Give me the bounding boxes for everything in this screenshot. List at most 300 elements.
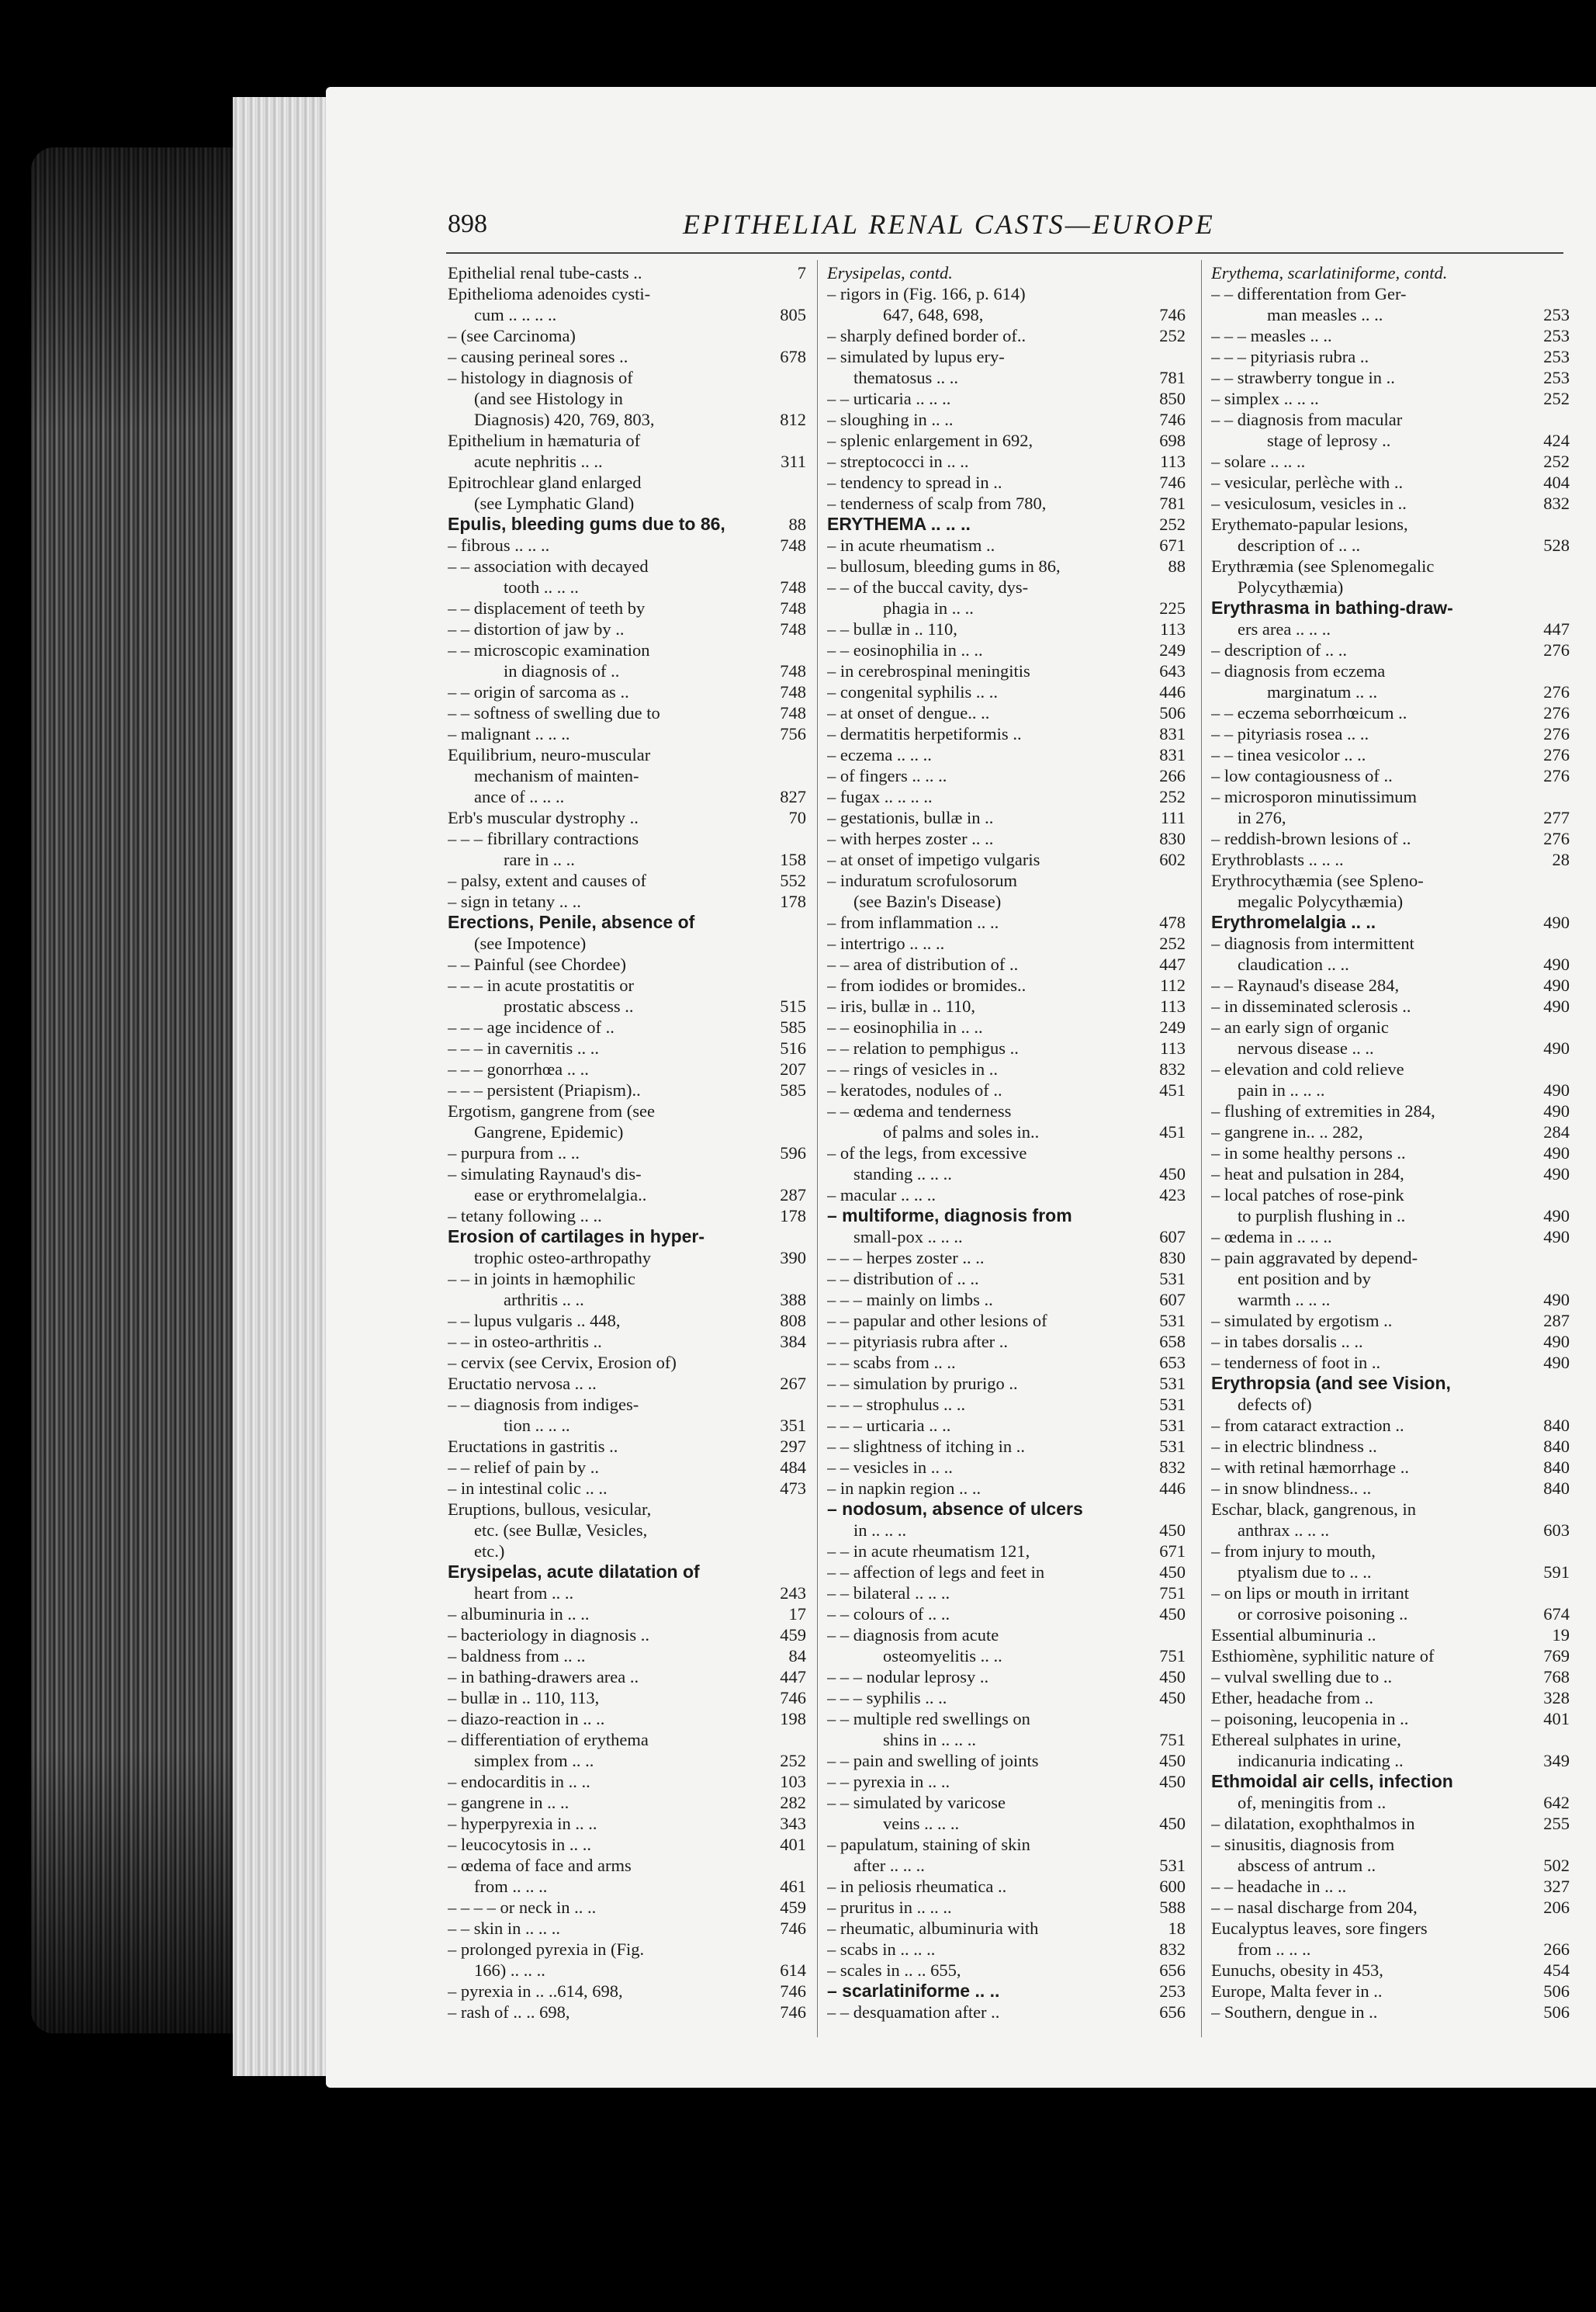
- index-entry-pages: 111: [1160, 808, 1186, 827]
- index-entry-text: – sloughing in .. ..: [827, 410, 954, 429]
- index-entry: [448, 1960, 806, 1981]
- index-entry-text: – – in osteo-arthritis ..: [448, 1332, 602, 1351]
- index-entry-text: – – association with decayed: [448, 556, 649, 576]
- index-entry-pages: 253: [1543, 305, 1570, 324]
- index-entry: [1211, 619, 1570, 640]
- index-entry-text: – – – nodular leprosy ..: [827, 1667, 989, 1686]
- index-entry-text: – simulating Raynaud's dis-: [448, 1164, 642, 1184]
- index-entry-text: ERYTHEMA .. .. ..: [827, 514, 971, 534]
- index-entry: [448, 640, 806, 660]
- index-entry-text: tooth .. .. ..: [504, 577, 579, 597]
- index-entry-text: – sinusitis, diagnosis from: [1211, 1835, 1395, 1854]
- index-entry-pages: 253: [1543, 326, 1570, 345]
- index-entry-pages: 748: [780, 598, 806, 618]
- index-entry-text: – hyperpyrexia in .. ..: [448, 1814, 597, 1833]
- index-entry-text: – – – in acute prostatitis or: [448, 976, 634, 995]
- index-entry-text: – – papular and other lesions of: [827, 1311, 1047, 1330]
- index-entry-pages: 327: [1543, 1877, 1570, 1896]
- index-entry-pages: 84: [788, 1646, 806, 1666]
- index-entry: [448, 1163, 806, 1184]
- index-entry-pages: 276: [1543, 745, 1570, 764]
- index-entry-pages: 490: [1543, 1038, 1570, 1058]
- index-entry: [827, 1352, 1186, 1373]
- index-entry: [827, 577, 1186, 598]
- index-entry-text: Erythrasma in bathing-draw-: [1211, 598, 1453, 618]
- index-entry: [448, 849, 806, 870]
- index-entry-text: – – relief of pain by ..: [448, 1458, 599, 1477]
- index-entry-text: Erythema, scarlatiniforme, contd.: [1211, 263, 1448, 283]
- index-entry: [1211, 891, 1570, 912]
- index-entry-pages: 28: [1552, 850, 1570, 869]
- index-entry-pages: 401: [1543, 1709, 1570, 1728]
- index-entry: [448, 1184, 806, 1205]
- index-entry: [827, 996, 1186, 1017]
- index-entry-pages: 287: [780, 1185, 806, 1205]
- index-entry-text: – in electric blindness ..: [1211, 1437, 1377, 1456]
- index-entry-pages: 18: [1168, 1919, 1186, 1938]
- index-entry-text: – – skin in .. .. ..: [448, 1919, 561, 1938]
- index-entry: [448, 1687, 806, 1708]
- index-entry-text: – – colours of .. ..: [827, 1604, 950, 1624]
- index-entry: [827, 1603, 1186, 1624]
- index-entry-text: – – – age incidence of ..: [448, 1017, 615, 1037]
- index-entry-text: – rigors in (Fig. 166, p. 614): [827, 284, 1026, 303]
- index-entry-text: nervous disease .. ..: [1238, 1038, 1374, 1058]
- index-entry-pages: 447: [1159, 955, 1186, 974]
- index-entry-text: Ergotism, gangrene from (see: [448, 1101, 656, 1121]
- index-entry-text: Erythropsia (and see Vision,: [1211, 1373, 1451, 1393]
- index-entry: [1211, 283, 1570, 304]
- index-entry-text: – multiforme, diagnosis from: [827, 1205, 1072, 1225]
- index-entry-pages: 748: [780, 682, 806, 702]
- index-entry: [827, 472, 1186, 493]
- index-entry-text: or corrosive poisoning ..: [1238, 1604, 1408, 1624]
- index-entry: [448, 1352, 806, 1373]
- index-entry: [827, 1666, 1186, 1687]
- index-entry-pages: 531: [1159, 1311, 1186, 1330]
- index-entry-pages: 287: [1543, 1311, 1570, 1330]
- index-entry: [448, 451, 806, 472]
- index-entry-pages: 490: [1543, 1332, 1570, 1351]
- index-entry-text: – diazo-reaction in .. ..: [448, 1709, 605, 1728]
- index-entry: [1211, 1750, 1570, 1771]
- index-entry-text: – in peliosis rheumatica ..: [827, 1877, 1007, 1896]
- page-number: 898: [448, 210, 487, 238]
- index-entry-pages: 252: [1159, 787, 1186, 806]
- index-entry-pages: 70: [788, 808, 806, 827]
- index-entry: [448, 1499, 806, 1520]
- index-entry-text: – – – herpes zoster .. ..: [827, 1248, 985, 1267]
- index-entry-text: – – slightness of itching in ..: [827, 1437, 1025, 1456]
- index-entry: [1211, 933, 1570, 954]
- index-entry-pages: 450: [1159, 1814, 1186, 1833]
- index-entry-pages: 602: [1159, 850, 1186, 869]
- book-edge-shadow: [31, 147, 256, 2033]
- index-entry: [1211, 1771, 1570, 1792]
- index-entry: [1211, 1960, 1570, 1981]
- index-entry: [1211, 1981, 1570, 2002]
- index-entry: [1211, 346, 1570, 367]
- index-entry-pages: 424: [1543, 431, 1570, 450]
- index-entry: [827, 1771, 1186, 1792]
- index-entry: [448, 1436, 806, 1457]
- index-entry-text: – – desquamation after ..: [827, 2002, 1000, 2022]
- index-entry: [448, 1729, 806, 1750]
- index-entry-pages: 253: [1159, 1981, 1186, 2001]
- index-entry: [827, 681, 1186, 702]
- index-entry-pages: 671: [1159, 1541, 1186, 1561]
- index-entry-text: abscess of antrum ..: [1238, 1856, 1376, 1875]
- index-entry: [827, 1268, 1186, 1289]
- index-entry-text: – gangrene in .. ..: [448, 1793, 570, 1812]
- index-entry: [448, 1624, 806, 1645]
- index-entry-text: Erysipelas, contd.: [827, 263, 953, 283]
- index-entry: [1211, 1226, 1570, 1247]
- index-entry: [448, 283, 806, 304]
- index-entry-text: after .. .. ..: [853, 1856, 925, 1875]
- index-entry-pages: 252: [1159, 515, 1186, 534]
- index-entry-pages: 746: [780, 1981, 806, 2001]
- index-entry-text: – – – in cavernitis .. ..: [448, 1038, 599, 1058]
- index-entry: [448, 1289, 806, 1310]
- index-entry-text: – – – fibrillary contractions: [448, 829, 639, 848]
- index-entry: [827, 1897, 1186, 1918]
- index-entry-pages: 603: [1543, 1520, 1570, 1540]
- index-entry-text: in diagnosis of ..: [504, 661, 620, 681]
- column-divider: [1201, 260, 1202, 2037]
- index-entry-pages: 490: [1543, 1353, 1570, 1372]
- index-entry-pages: 832: [1159, 1059, 1186, 1079]
- index-entry: [448, 1918, 806, 1939]
- index-entry-pages: 225: [1159, 598, 1186, 618]
- index-entry-text: megalic Polycythæmia): [1238, 892, 1404, 911]
- index-entry: [448, 1059, 806, 1080]
- index-entry-text: Essential albuminuria ..: [1211, 1625, 1376, 1645]
- index-entry-text: in .. .. ..: [853, 1520, 907, 1540]
- index-entry-text: – – pain and swelling of joints: [827, 1751, 1039, 1770]
- index-entry-text: osteomyelitis .. ..: [883, 1646, 1002, 1666]
- index-entry-pages: 17: [788, 1604, 806, 1624]
- index-entry: [827, 1394, 1186, 1415]
- index-entry-text: – in intestinal colic .. ..: [448, 1478, 608, 1498]
- index-entry-text: trophic osteo-arthropathy: [474, 1248, 652, 1267]
- index-entry-text: – in cerebrospinal meningitis: [827, 661, 1030, 681]
- index-entry: [827, 598, 1186, 619]
- index-entry: [448, 1394, 806, 1415]
- index-entry-pages: 832: [1159, 1939, 1186, 1959]
- index-entry-pages: 591: [1543, 1562, 1570, 1582]
- index-entry-text: 166) .. .. ..: [474, 1960, 545, 1980]
- index-entry: [448, 1373, 806, 1394]
- index-entry-text: – bullæ in .. 110, 113,: [448, 1688, 600, 1707]
- index-entry-text: – induratum scrofulosorum: [827, 871, 1017, 890]
- index-entry-pages: 328: [1543, 1688, 1570, 1707]
- index-entry: [1211, 325, 1570, 346]
- index-entry-text: – prolonged pyrexia in (Fig.: [448, 1939, 645, 1959]
- index-entry-text: Erythrocythæmia (see Spleno-: [1211, 871, 1424, 890]
- index-entry-text: – elevation and cold relieve: [1211, 1059, 1404, 1079]
- index-entry-text: – nodosum, absence of ulcers: [827, 1499, 1083, 1519]
- index-entry: [448, 1080, 806, 1101]
- index-entry-pages: 515: [780, 997, 806, 1016]
- index-entry: [448, 367, 806, 388]
- index-entry: [1211, 640, 1570, 660]
- index-entry-text: – – pyrexia in .. ..: [827, 1772, 950, 1791]
- index-entry: [1211, 1142, 1570, 1163]
- index-entry: [1211, 849, 1570, 870]
- index-entry: [1211, 1352, 1570, 1373]
- index-entry: [448, 765, 806, 786]
- index-entry-pages: 7: [797, 263, 806, 283]
- index-entry: [448, 1855, 806, 1876]
- index-entry-pages: 454: [1543, 1960, 1570, 1980]
- index-entry-pages: 805: [780, 305, 806, 324]
- index-entry: [827, 1184, 1186, 1205]
- index-entry: [1211, 430, 1570, 451]
- index-entry-text: – description of .. ..: [1211, 640, 1347, 660]
- index-entry: [1211, 1310, 1570, 1331]
- index-entry-text: – simulated by lupus ery-: [827, 347, 1005, 366]
- index-entry-text: Europe, Malta fever in ..: [1211, 1981, 1383, 2001]
- index-entry: [827, 1855, 1186, 1876]
- index-entry-text: – simulated by ergotism ..: [1211, 1311, 1393, 1330]
- index-entry: [827, 2002, 1186, 2023]
- index-entry-text: – in acute rheumatism ..: [827, 536, 995, 555]
- index-entry-pages: 552: [780, 871, 806, 890]
- index-entry: [448, 1017, 806, 1038]
- index-entry: [448, 1331, 806, 1352]
- index-entry-text: – – œdema and tenderness: [827, 1101, 1012, 1121]
- index-entry-pages: 832: [1159, 1458, 1186, 1477]
- index-entry-text: Eruptions, bullous, vesicular,: [448, 1499, 652, 1519]
- index-entry: [448, 577, 806, 598]
- index-entry-text: – – displacement of teeth by: [448, 598, 646, 618]
- index-entry-text: pain in .. .. ..: [1238, 1080, 1325, 1100]
- index-entry: [827, 849, 1186, 870]
- index-entry-pages: 830: [1159, 1248, 1186, 1267]
- index-entry-pages: 516: [780, 1038, 806, 1058]
- index-entry: [448, 891, 806, 912]
- index-entry-text: – of the legs, from excessive: [827, 1143, 1027, 1163]
- index-entry-text: – – Raynaud's disease 284,: [1211, 976, 1400, 995]
- index-entry-text: – from cataract extraction ..: [1211, 1416, 1404, 1435]
- index-entry-pages: 207: [780, 1059, 806, 1079]
- index-entry-text: etc. (see Bullæ, Vesicles,: [474, 1520, 648, 1540]
- index-entry-text: – scabs in .. .. ..: [827, 1939, 936, 1959]
- index-entry-text: – microsporon minutissimum: [1211, 787, 1418, 806]
- index-entry-text: – – softness of swelling due to: [448, 703, 660, 723]
- index-entry-text: – – pityriasis rubra after ..: [827, 1332, 1009, 1351]
- index-entry-text: – – Painful (see Chordee): [448, 955, 626, 974]
- index-entry: [448, 325, 806, 346]
- index-entry-pages: 450: [1159, 1772, 1186, 1791]
- index-entry-text: from .. .. ..: [474, 1877, 548, 1896]
- index-entry: [448, 1142, 806, 1163]
- index-entry: [1211, 1897, 1570, 1918]
- index-entry-pages: 447: [1543, 619, 1570, 639]
- index-entry-text: – – bilateral .. .. ..: [827, 1583, 950, 1603]
- index-entry-pages: 850: [1159, 389, 1186, 408]
- index-entry-text: – in snow blindness.. ..: [1211, 1478, 1372, 1498]
- index-entry-pages: 748: [780, 536, 806, 555]
- index-entry: [1211, 1059, 1570, 1080]
- index-entry-pages: 401: [780, 1835, 806, 1854]
- index-entry-text: Equilibrium, neuro-muscular: [448, 745, 651, 764]
- index-entry-pages: 831: [1159, 724, 1186, 744]
- index-entry-pages: 490: [1543, 997, 1570, 1016]
- index-entry: [1211, 1603, 1570, 1624]
- index-entry-text: – – – strophulus .. ..: [827, 1395, 966, 1414]
- index-entry: [827, 744, 1186, 765]
- index-entry: [448, 1541, 806, 1562]
- index-entry-text: shins in .. .. ..: [883, 1730, 977, 1749]
- index-entry-pages: 671: [1159, 536, 1186, 555]
- index-entry: [1211, 912, 1570, 933]
- index-entry: [448, 912, 806, 933]
- index-entry: [827, 1541, 1186, 1562]
- index-entry-pages: 252: [1159, 326, 1186, 345]
- index-entry: [1211, 1645, 1570, 1666]
- index-entry-text: – baldness from .. ..: [448, 1646, 586, 1666]
- index-entry-text: – diagnosis from eczema: [1211, 661, 1386, 681]
- index-entry: [1211, 1163, 1570, 1184]
- index-entry-pages: 277: [1543, 808, 1570, 827]
- index-entry-text: ease or erythromelalgia..: [474, 1185, 647, 1205]
- index-entry-text: – – – urticaria .. ..: [827, 1416, 951, 1435]
- index-entry-text: – from iodides or bromides..: [827, 976, 1026, 995]
- index-entry: [448, 807, 806, 828]
- index-entry: [827, 1226, 1186, 1247]
- index-entry-text: – intertrigo .. .. ..: [827, 934, 945, 953]
- index-entry-text: – – – mainly on limbs ..: [827, 1290, 993, 1309]
- index-entry-text: – rash of .. .. 698,: [448, 2002, 570, 2022]
- index-entry-pages: 484: [780, 1458, 806, 1477]
- index-entry-text: – solare .. .. ..: [1211, 452, 1306, 471]
- index-entry: [1211, 681, 1570, 702]
- index-entry-text: small-pox .. .. ..: [853, 1227, 963, 1246]
- index-entry-pages: 206: [1543, 1898, 1570, 1917]
- index-entry-text: simplex from .. ..: [474, 1751, 594, 1770]
- index-entry-pages: 656: [1159, 1960, 1186, 1980]
- index-entry-text: – – lupus vulgaris .. 448,: [448, 1311, 621, 1330]
- index-entry: [1211, 1289, 1570, 1310]
- index-entry: [448, 1813, 806, 1834]
- index-entry: [827, 1436, 1186, 1457]
- index-entry-text: – eczema .. .. ..: [827, 745, 932, 764]
- index-entry-pages: 390: [780, 1248, 806, 1267]
- index-entry-text: Eunuchs, obesity in 453,: [1211, 1960, 1383, 1980]
- index-entry-text: – – bullæ in .. 110,: [827, 619, 957, 639]
- index-entry-text: (see Lymphatic Gland): [474, 494, 635, 513]
- index-entry-pages: 249: [1159, 640, 1186, 660]
- index-entry: [448, 1792, 806, 1813]
- index-entry-pages: 478: [1159, 913, 1186, 932]
- index-entry-text: Epulis, bleeding gums due to 86,: [448, 514, 725, 534]
- index-entry-text: mechanism of mainten-: [474, 766, 639, 785]
- index-entry: [1211, 514, 1570, 535]
- index-entry: [1211, 1247, 1570, 1268]
- index-entry: [1211, 1205, 1570, 1226]
- index-entry-text: – at onset of dengue.. ..: [827, 703, 990, 723]
- index-entry: [448, 996, 806, 1017]
- index-entry-text: Erythroblasts .. .. ..: [1211, 850, 1344, 869]
- index-entry-pages: 656: [1159, 2002, 1186, 2022]
- index-entry-text: – – of the buccal cavity, dys-: [827, 577, 1029, 597]
- index-entry-text: – iris, bullæ in .. 110,: [827, 997, 976, 1016]
- index-entry-text: – – area of distribution of ..: [827, 955, 1019, 974]
- index-entry-text: – streptococci in .. ..: [827, 452, 969, 471]
- index-entry: [1211, 1792, 1570, 1813]
- index-entry-text: Ethmoidal air cells, infection: [1211, 1771, 1453, 1791]
- index-entry-text: – differentiation of erythema: [448, 1730, 649, 1749]
- index-entry-text: – bacteriology in diagnosis ..: [448, 1625, 649, 1645]
- index-entry: [448, 1939, 806, 1960]
- index-entry-text: – Southern, dengue in ..: [1211, 2002, 1378, 2022]
- index-entry-pages: 746: [1159, 473, 1186, 492]
- index-entry-text: – – – pityriasis rubra ..: [1211, 347, 1369, 366]
- index-entry: [827, 451, 1186, 472]
- index-entry: [827, 283, 1186, 304]
- index-entry-pages: 243: [780, 1583, 806, 1603]
- index-entry-pages: 490: [1543, 1080, 1570, 1100]
- index-entry-text: – heat and pulsation in 284,: [1211, 1164, 1404, 1184]
- index-entry-pages: 768: [1543, 1667, 1570, 1686]
- index-entry: [827, 1478, 1186, 1499]
- index-entry-pages: 607: [1159, 1227, 1186, 1246]
- index-entry-pages: 531: [1159, 1437, 1186, 1456]
- index-entry-pages: 446: [1159, 682, 1186, 702]
- index-entry-text: – – distortion of jaw by ..: [448, 619, 625, 639]
- index-entry: [448, 1478, 806, 1499]
- index-entry-text: warmth .. .. ..: [1238, 1290, 1331, 1309]
- index-entry-pages: 506: [1543, 1981, 1570, 2001]
- index-entry-text: – simplex .. .. ..: [1211, 389, 1319, 408]
- index-entry: [448, 1520, 806, 1541]
- index-entry: [1211, 870, 1570, 891]
- index-entry-text: – – microscopic examination: [448, 640, 650, 660]
- index-entry-text: – leucocytosis in .. ..: [448, 1835, 591, 1854]
- index-entry-text: – pruritus in .. .. ..: [827, 1898, 952, 1917]
- index-entry: [448, 1708, 806, 1729]
- index-entry-text: – gangrene in.. .. 282,: [1211, 1122, 1363, 1142]
- index-entry-text: – in napkin region .. ..: [827, 1478, 981, 1498]
- index-entry: [827, 1750, 1186, 1771]
- index-entry-text: ent position and by: [1238, 1269, 1371, 1288]
- index-entry: [827, 1499, 1186, 1520]
- index-entry-pages: 653: [1159, 1353, 1186, 1372]
- index-entry-pages: 643: [1159, 661, 1186, 681]
- index-entry: [448, 1226, 806, 1247]
- index-entry: [448, 1310, 806, 1331]
- index-entry-text: – – – – or neck in .. ..: [448, 1898, 597, 1917]
- index-entry: [1211, 556, 1570, 577]
- index-entry-text: – sharply defined border of..: [827, 326, 1026, 345]
- index-entry: [448, 870, 806, 891]
- index-entry: [827, 1834, 1186, 1855]
- index-entry-text: – macular .. .. ..: [827, 1185, 936, 1205]
- index-entry: [827, 1960, 1186, 1981]
- index-entry-text: – pain aggravated by depend-: [1211, 1248, 1418, 1267]
- index-entry: [1211, 1687, 1570, 1708]
- index-entry-pages: 502: [1543, 1856, 1570, 1875]
- index-entry-pages: 266: [1543, 1939, 1570, 1959]
- index-entry-pages: 840: [1543, 1458, 1570, 1477]
- index-entry-pages: 461: [780, 1877, 806, 1896]
- index-entry: [827, 723, 1186, 744]
- index-entry-text: – malignant .. .. ..: [448, 724, 570, 744]
- index-entry: [1211, 1121, 1570, 1142]
- index-entry-text: Erythemato-papular lesions,: [1211, 515, 1408, 534]
